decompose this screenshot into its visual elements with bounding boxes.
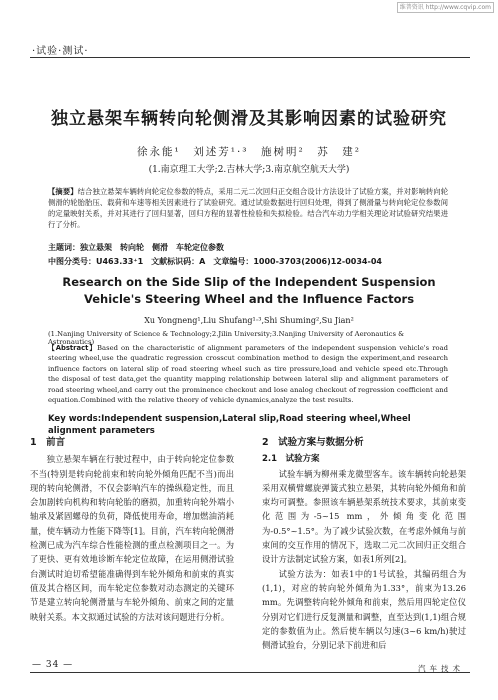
abstract-cn: [48, 186, 448, 230]
authors-en: Xu Yongneng¹,Liu Shufang¹·³,Shi Shuming²,Su Jian²: [144, 316, 354, 325]
column-left: [30, 436, 234, 624]
keywords-cn: 主题词：独立悬架 转向轮 侧滑 车轮定位参数: [48, 243, 224, 252]
abstract-en-text: Based on the characteristic of alignment parameters of the independent suspension vehicle's road steering wheel,use the quadratic regression crosscut combination method to design the experiment,and research influence factors on lateral slip of road steering wheel such as tire pressure,load and vehicle speed etc.Through the disposal of test data,get the quantity mapping relationship between lateral slip and alignment parameters of road steering wheel,and carry out the prominence checkout and lose analog checkout of regression coefficient and equation.Combined with the relative theory of vehicle dynamics,analyze the test results.: [48, 344, 448, 405]
section2-heading: 2 试验方案与数据分析: [262, 437, 364, 448]
section-tag: ·试验·测试·: [32, 46, 89, 57]
title-en-line2: Vehicle's Steering Wheel and the Influence Factors: [83, 292, 415, 306]
abstract-cn-text: 结合独立悬架车辆转向轮定位参数的特点，采用二元二次回归正交组合设计方法设计了试验方案，并对影响转向轮侧滑的轮胎胎压、载荷和车速等相关因素进行了试验研究。通过试验数据进行回归处理，得到了侧滑量与转向轮定位参数间的定量映射关系，并对其进行了回归显著，回归方程的显著性检验和失拟检验。结合汽车动力学相关理论对试验研究结果进行了分析。: [48, 187, 448, 229]
authors-cn: 徐永能¹ 刘述芳¹·³ 施树明² 苏 建²: [137, 146, 361, 158]
affiliation-en: (1.Nanjing University of Science & Technology;2.Jilin University;3.Nanjing University of Aeronautics & Astronautics): [48, 330, 405, 346]
title-en-line1: Research on the Side Slip of the Independent Suspension: [62, 275, 436, 289]
section1-heading: 1 前言: [30, 437, 66, 448]
section2-text1: 试验车辆为柳州乘龙微型客车。该车辆转向轮悬架采用双横臂螺旋弹簧式独立悬架，其转向轮外倾角和前束均可调整。参照该车辆悬架系统技术要求，其前束变化范围为-5~15 mm，外倾角变化范围为-0.5°~1.5°。为了减少试验次数，在考虑外倾角与前束间的交互作用的情况下，选取二元二次回归正交组合设计方法制定试验方案，如表1所列[2]。: [262, 468, 466, 565]
section2-text2: 试验方法为：如表1中的1号试验，其编码组合为(1,1)，对应的转向轮外倾角为1.33°，前束为13.26 mm。先调整转向轮外倾角和前束，然后用四轮定位仪分别对它们进行反复测量和调整，直至达到(1,1)组合规定的参数值为止。然后使车辆以匀速(3~6 km/h)驶过侧滑试验台，分别记录下前进和后: [262, 568, 466, 651]
column-right: [262, 436, 466, 652]
abstract-en-label: 【Abstract】: [48, 344, 98, 352]
footer-rule: [30, 672, 470, 673]
page-title-en: [0, 274, 498, 308]
affiliation-cn: (1.南京理工大学;2.吉林大学;3.南京航空航天大学): [148, 165, 350, 175]
header-rule: [30, 57, 470, 58]
classification-cn: 中图分类号：U463.33⁺1 文献标识码：A 文章编号：1000-3703(2006)12-0034-04: [48, 257, 382, 266]
watermark: 维普资讯 http://www.cqvip.com: [397, 2, 494, 13]
abstract-en: [48, 343, 448, 405]
journal-name: 汽车技术: [418, 664, 464, 673]
section1-text: 独立悬架车辆在行驶过程中，由于转向轮定位参数不当(特别是转向轮前束和转向轮外倾角匹配不当)而出现的转向轮侧滑，不仅会影响汽车的操纵稳定性，而且会加剧转向机构和转向轮胎的磨损，加重转向轮外端小轴承及紧固螺母的负荷，降低使用寿命，增加燃油消耗量，使车辆动力性能下降等[1]。目前，汽车转向轮侧滑检测已成为汽车综合性能检测的重点检测项目之一。为了更快、更有效地诊断车轮定位故障，在运用侧滑试验台测试时迫切希望能准确得到车轮外倾角和前束的真实值及其合格区间，而车轮定位参数对动态测定的关键环节是建立转向轮侧滑量与车轮外倾角、前束之间的定量映射关系。本文拟通过试验的方法对该问题进行分析。: [30, 454, 234, 622]
abstract-cn-label: 【摘要】: [48, 187, 78, 196]
page-number: — 34 —: [32, 660, 74, 670]
keywords-en: Key words:Independent suspension,Lateral slip,Road steering wheel,Wheel alignment parameters: [48, 414, 411, 436]
page-title-cn: 独立悬架车辆转向轮侧滑及其影响因素的试验研究: [51, 109, 447, 129]
section2-subheading: 2.1 试验方案: [262, 454, 320, 465]
